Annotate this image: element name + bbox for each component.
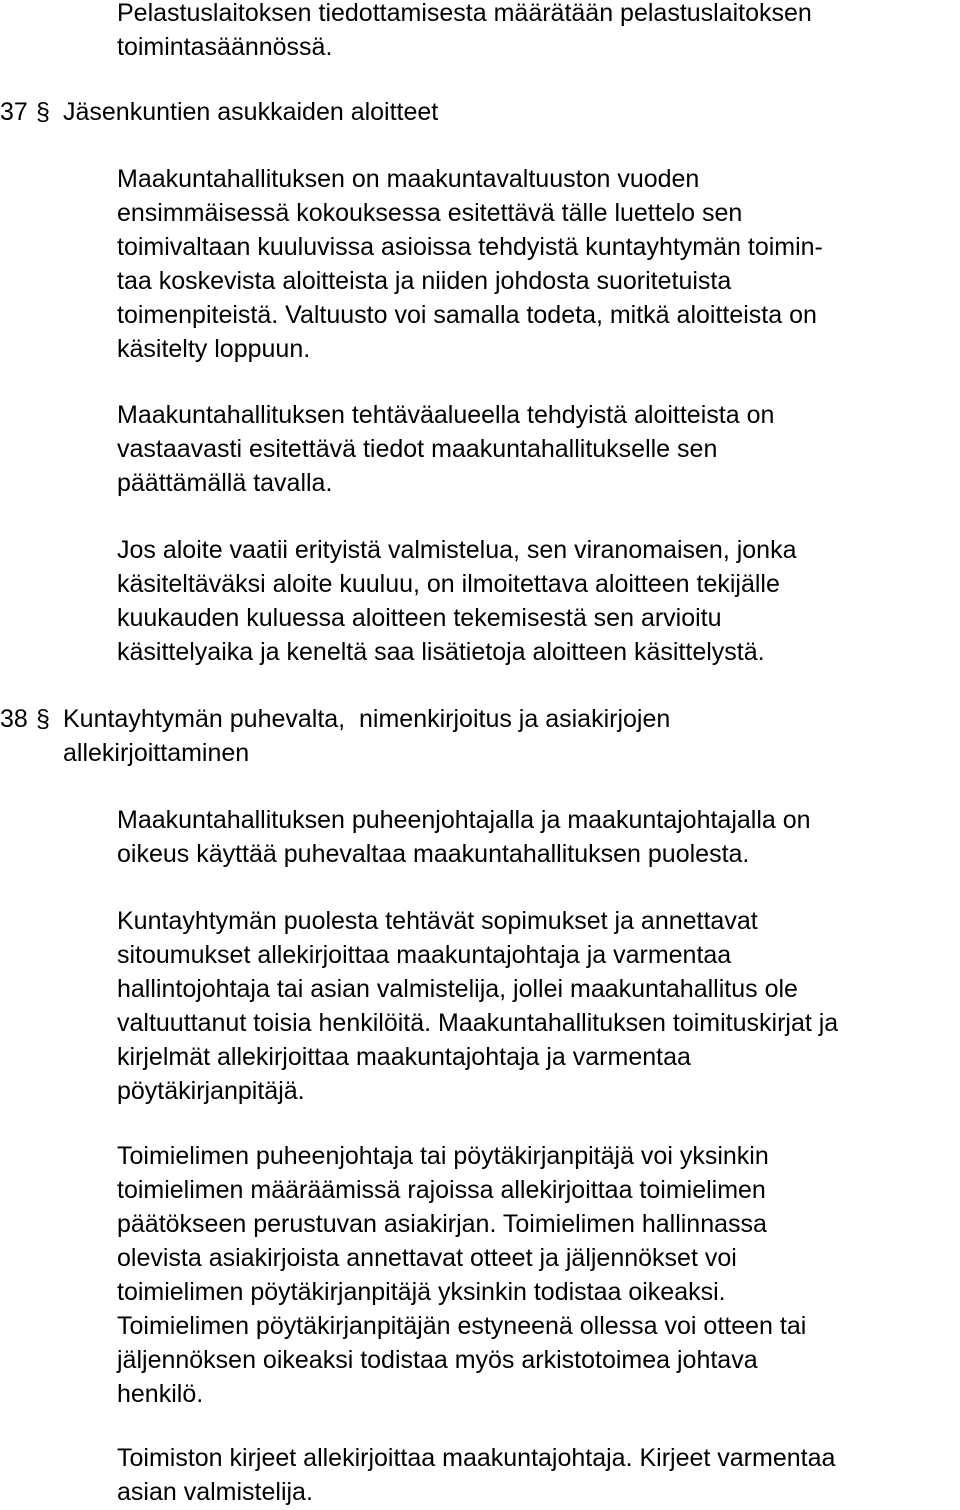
- section-number: 38: [0, 705, 28, 733]
- text-line: päätökseen perustuvan asiakirjan. Toimielimen hallinnassa: [117, 1210, 767, 1238]
- section-37-paragraph-3: [117, 533, 960, 669]
- text-line: Toimielimen puheenjohtaja tai pöytäkirjanpitäjä voi yksinkin: [117, 1142, 769, 1170]
- text-line: toimenpiteistä. Valtuusto voi samalla todeta, mitkä aloitteista on: [117, 301, 817, 329]
- section-38-paragraph-1: [117, 803, 960, 871]
- text-line: sitoumukset allekirjoittaa maakuntajohtaja ja varmentaa: [117, 941, 732, 969]
- section-title: [63, 95, 823, 129]
- text-line: oikeus käyttää puhevaltaa maakuntahallituksen puolesta.: [117, 840, 750, 868]
- section-38-paragraph-3: [117, 1139, 960, 1411]
- text-line: pöytäkirjanpitäjä.: [117, 1077, 305, 1105]
- text-line: käsiteltäväksi aloite kuuluu, on ilmoitettava aloitteen tekijälle: [117, 570, 780, 598]
- text-line: kirjelmät allekirjoittaa maakuntajohtaja ja varmentaa: [117, 1043, 691, 1071]
- text-line: toimielimen pöytäkirjanpitäjä yksinkin todistaa oikeaksi.: [117, 1278, 726, 1306]
- section-number: 37: [0, 98, 28, 126]
- text-line: toimintasäännössä.: [117, 33, 333, 61]
- text-line: valtuuttanut toisia henkilöitä. Maakuntahallituksen toimituskirjat ja: [117, 1009, 839, 1037]
- text-line: kuukauden kuluessa aloitteen tekemisestä sen arvioitu: [117, 604, 722, 632]
- text-line: olevista asiakirjoista annettavat otteet ja jäljennökset voi: [117, 1244, 737, 1272]
- text-line: Pelastuslaitoksen tiedottamisesta määrätään pelastuslaitoksen: [117, 0, 812, 27]
- section-title: [63, 702, 823, 770]
- text-line: päättämällä tavalla.: [117, 469, 333, 497]
- text-line: käsittelyaika ja keneltä saa lisätietoja aloitteen käsittelystä.: [117, 638, 765, 666]
- text-line: vastaavasti esitettävä tiedot maakuntahallitukselle sen: [117, 435, 718, 463]
- section-38-paragraph-4: [117, 1441, 960, 1509]
- text-line: Maakuntahallituksen tehtäväalueella tehdyistä aloitteista on: [117, 401, 775, 429]
- title-line: Kuntayhtymän puhevalta, nimenkirjoitus ja asiakirjojen: [63, 705, 671, 733]
- title-line: allekirjoittaminen: [63, 739, 250, 767]
- section-38-paragraph-2: [117, 904, 960, 1108]
- text-line: Toimiston kirjeet allekirjoittaa maakuntajohtaja. Kirjeet varmentaa: [117, 1444, 836, 1472]
- text-line: asian valmistelija.: [117, 1478, 313, 1506]
- text-line: Jos aloite vaatii erityistä valmistelua, sen viranomaisen, jonka: [117, 536, 797, 564]
- intro-paragraph: [117, 0, 960, 64]
- section-symbol: §: [36, 98, 50, 126]
- text-line: hallintojohtaja tai asian valmistelija, jollei maakuntahallitus ole: [117, 975, 798, 1003]
- title-line: Jäsenkuntien asukkaiden aloitteet: [63, 98, 439, 126]
- text-line: Kuntayhtymän puolesta tehtävät sopimukset ja annettavat: [117, 907, 758, 935]
- text-line: jäljennöksen oikeaksi todistaa myös arkistotoimea johtava: [117, 1346, 758, 1374]
- text-line: käsitelty loppuun.: [117, 335, 311, 363]
- text-line: henkilö.: [117, 1380, 204, 1408]
- text-line: Maakuntahallituksen puheenjohtajalla ja maakuntajohtajalla on: [117, 806, 811, 834]
- text-line: toimivaltaan kuuluvissa asioissa tehdyistä kuntayhtymän toimin-: [117, 233, 823, 261]
- text-line: Maakuntahallituksen on maakuntavaltuuston vuoden: [117, 165, 700, 193]
- text-line: Toimielimen pöytäkirjanpitäjän estyneenä ollessa voi otteen tai: [117, 1312, 807, 1340]
- text-line: taa koskevista aloitteista ja niiden johdosta suoritetuista: [117, 267, 732, 295]
- section-37-paragraph-2: [117, 398, 960, 500]
- text-line: ensimmäisessä kokouksessa esitettävä tälle luettelo sen: [117, 199, 743, 227]
- section-symbol: §: [36, 705, 50, 733]
- section-37-paragraph-1: [117, 162, 960, 366]
- text-line: toimielimen määräämissä rajoissa allekirjoittaa toimielimen: [117, 1176, 766, 1204]
